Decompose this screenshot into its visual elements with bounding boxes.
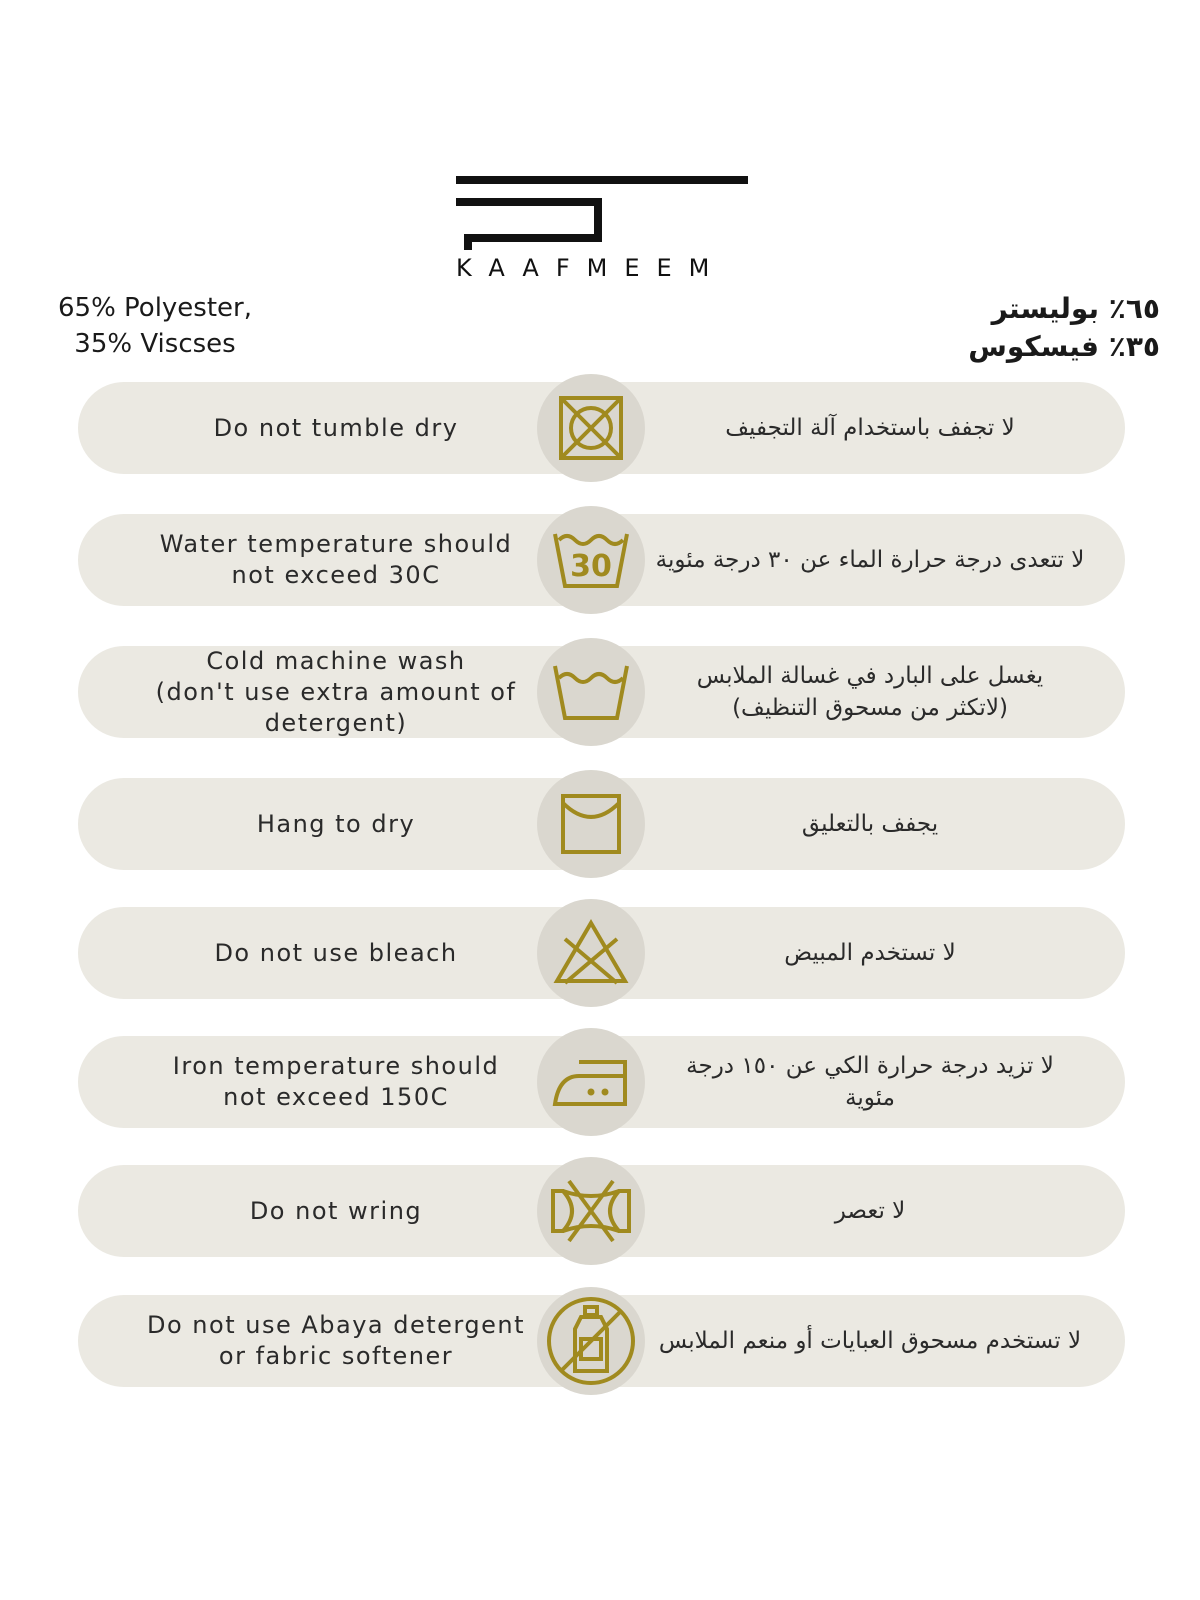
care-text-en	[86, 514, 586, 606]
care-text-ar-line: مئوية	[845, 1085, 895, 1111]
material-arabic	[900, 290, 1160, 366]
care-text-en	[86, 646, 586, 738]
care-icon-circle	[537, 506, 645, 614]
care-text-en	[86, 1036, 586, 1128]
care-text-ar	[655, 1165, 1085, 1257]
care-text-ar	[655, 514, 1085, 606]
care-icon-circle	[537, 1287, 645, 1395]
care-text-en-line: Do not wring	[249, 1196, 423, 1225]
care-text-ar	[655, 1295, 1085, 1387]
care-text-ar-line: يجفف بالتعليق	[801, 811, 939, 837]
care-text-en	[86, 907, 586, 999]
care-text-ar	[655, 646, 1085, 738]
care-text-en-line: or fabric softener	[218, 1342, 454, 1370]
wash-30-icon	[551, 528, 631, 592]
no-softener-icon	[545, 1295, 637, 1387]
care-row-no-bleach	[78, 907, 1125, 999]
care-text-en-line: Iron temperature should	[172, 1052, 500, 1080]
iron-150-icon	[551, 1054, 631, 1110]
care-text-ar-line: (لاتكثر من مسحوق التنظيف)	[732, 695, 1008, 721]
no-wring-icon	[549, 1177, 633, 1245]
care-text-en	[86, 1295, 586, 1387]
wash-temperature-label: 30	[570, 549, 612, 584]
care-text-en-line: not exceed 150C	[223, 1083, 449, 1111]
material-en-line2: 35% Viscses	[74, 329, 236, 359]
care-text-ar-line: يغسل على البارد في غسالة الملابس	[696, 663, 1044, 689]
no-bleach-icon	[553, 919, 629, 987]
care-text-ar	[655, 382, 1085, 474]
care-text-ar	[655, 778, 1085, 870]
care-icon-circle	[537, 1157, 645, 1265]
material-ar-line2: ٣٥٪ فيسكوس	[968, 330, 1160, 363]
material-english	[40, 290, 270, 362]
care-icon-circle	[537, 1028, 645, 1136]
care-text-en-line: Do not use Abaya detergent	[147, 1311, 525, 1339]
care-icon-circle	[537, 638, 645, 746]
care-text-ar-line: لا تتعدى درجة حرارة الماء عن ٣٠ درجة مئوية	[655, 547, 1085, 573]
care-icon-circle	[537, 374, 645, 482]
care-row-iron-150	[78, 1036, 1125, 1128]
care-text-ar-line: لا تجفف باستخدام آلة التجفيف	[725, 415, 1015, 441]
care-text-ar	[655, 907, 1085, 999]
care-text-en	[86, 382, 586, 474]
care-row-no-tumble-dry	[78, 382, 1125, 474]
care-text-ar-line: لا تستخدم المبيض	[784, 940, 956, 966]
care-icon-circle	[537, 899, 645, 1007]
material-ar-line1: ٦٥٪ بوليستر	[991, 292, 1160, 325]
material-en-line1: 65% Polyester,	[57, 293, 252, 323]
care-text-en	[86, 778, 586, 870]
care-text-en-line: Water temperature should	[159, 530, 513, 558]
care-row-hang-dry	[78, 778, 1125, 870]
care-text-ar-line: لا تستخدم مسحوق العبايات أو منعم الملابس	[658, 1328, 1082, 1354]
kaafmeem-logo-icon	[456, 170, 748, 250]
care-text-en	[86, 1165, 586, 1257]
machine-wash-icon	[551, 660, 631, 724]
care-icon-circle	[537, 770, 645, 878]
hang-dry-icon	[558, 791, 624, 857]
care-row-no-wring	[78, 1165, 1125, 1257]
care-text-en-line: Cold machine wash	[206, 646, 466, 675]
care-text-en-line: Do not use bleach	[214, 938, 458, 967]
care-text-ar-line: لا تعصر	[834, 1198, 906, 1224]
care-text-en-line: not exceed 30C	[231, 561, 441, 589]
brand-name: KAAFMEEM	[456, 254, 727, 282]
care-row-no-softener	[78, 1295, 1125, 1387]
care-text-en-line: Hang to dry	[256, 809, 416, 838]
care-row-machine-wash	[78, 646, 1125, 738]
care-text-en-line: (don't use extra amount of detergent)	[155, 677, 517, 737]
care-text-ar-line: لا تزيد درجة حرارة الكي عن ١٥٠ درجة	[686, 1053, 1054, 1079]
brand-logo	[456, 170, 748, 282]
care-text-en-line: Do not tumble dry	[213, 413, 459, 442]
care-text-ar	[655, 1036, 1085, 1128]
care-row-wash-30	[78, 514, 1125, 606]
no-tumble-dry-icon	[555, 392, 627, 464]
